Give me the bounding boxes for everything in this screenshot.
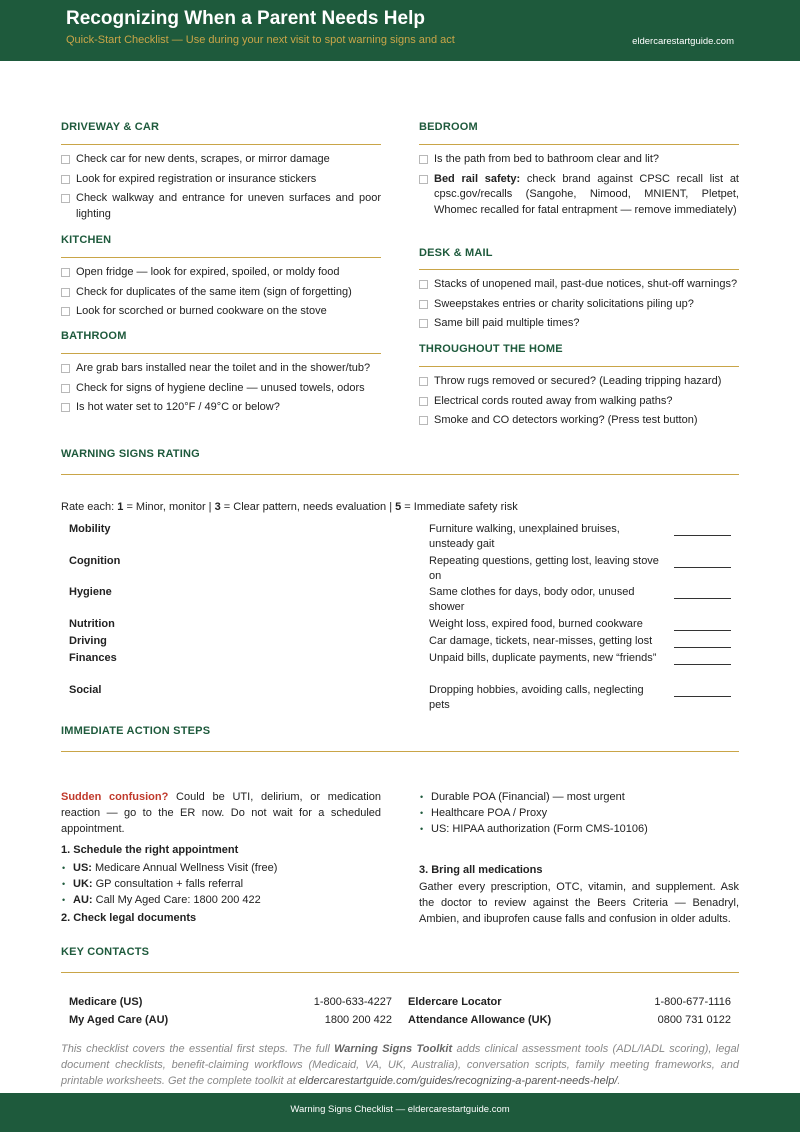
checklist-item-label: Throw rugs removed or secured? (Leading tripping hazard) — [434, 375, 722, 387]
medications-text: Gather every prescription, OTC, vitamin, and supplement. Ask the doctor to review against the Beers Criteria — Benadryl, Ambien, and ibuprofen cause falls and confusion in older adults. — [419, 881, 739, 925]
step-heading: 1. Schedule the right appointment — [61, 844, 239, 856]
list-item — [61, 860, 381, 876]
section-divider — [419, 144, 739, 145]
list-item — [419, 821, 739, 837]
rating-score-blank[interactable] — [674, 598, 731, 599]
note-text: This checklist covers the essential first steps. The full — [61, 1043, 335, 1055]
note-text: . — [617, 1075, 621, 1087]
bullet-icon: • — [420, 792, 424, 802]
contact-name: Attendance Allowance (UK) — [408, 1014, 552, 1026]
section-divider — [61, 474, 739, 475]
list-item — [419, 805, 739, 821]
bed-rail-label: Bed rail safety: — [434, 172, 521, 185]
list-item-text: Medicare Annual Wellness Visit (free) — [91, 862, 278, 874]
checkbox[interactable] — [61, 268, 70, 277]
checklist-item[interactable] — [61, 152, 381, 168]
bullet-icon: • — [62, 879, 66, 889]
rating-signs: Repeating questions, getting lost, leaving stove on — [429, 555, 659, 582]
contact-phone[interactable]: 1-800-633-4227 — [313, 996, 392, 1008]
checklist-item[interactable] — [419, 277, 739, 293]
checklist-item[interactable] — [419, 316, 739, 332]
checklist-item-label: Is hot water set to 120°F / 49°C or below? — [76, 401, 280, 413]
checklist-item-label: Check car for new dents, scrapes, or mirror damage — [76, 153, 330, 165]
list-item-text: Healthcare POA / Proxy — [431, 807, 548, 819]
section-divider — [61, 257, 381, 258]
list-item-text: US: HIPAA authorization (Form CMS-10106) — [431, 823, 648, 835]
contact-phone[interactable]: 1800 200 422 — [324, 1014, 392, 1026]
rating-legend — [61, 501, 518, 513]
checklist-item-label: Check for signs of hygiene decline — unused towels, odors — [76, 381, 365, 394]
checklist-item-label: Check for duplicates of the same item (sign of forgetting) — [76, 285, 352, 298]
checklist-item[interactable] — [61, 172, 381, 188]
checkbox[interactable] — [419, 416, 428, 425]
list-item — [61, 876, 381, 892]
alert-label: Sudden confusion? — [61, 791, 169, 803]
section-divider — [419, 269, 739, 270]
list-item-text: GP consultation + falls referral — [92, 878, 244, 890]
rating-signs: Car damage, tickets, near-misses, getting lost — [429, 635, 653, 647]
page-subtitle: Quick-Start Checklist — Use during your next visit to spot warning signs and act — [66, 34, 455, 46]
list-item — [61, 892, 381, 908]
bullet-icon: • — [62, 863, 66, 873]
checklist-item[interactable] — [419, 413, 739, 429]
rating-signs: Same clothes for days, body odor, unused shower — [429, 586, 635, 613]
bullet-icon: • — [420, 824, 424, 834]
region-label: UK: — [73, 878, 93, 890]
checklist-item-label: Electrical cords routed away from walking paths? — [434, 394, 673, 407]
section-divider — [419, 366, 739, 367]
legal-documents-list — [419, 789, 739, 837]
checkbox[interactable] — [61, 155, 70, 164]
step-heading: 2. Check legal documents — [61, 912, 197, 924]
checklist-item-label: Check walkway and entrance for uneven surfaces and poor lighting — [76, 192, 381, 220]
checklist-item[interactable] — [61, 361, 381, 377]
home-checklist — [419, 374, 739, 433]
checkbox[interactable] — [61, 194, 70, 203]
rating-category: Mobility — [69, 523, 111, 535]
rating-score-blank[interactable] — [674, 535, 731, 536]
rating-signs: Unpaid bills, duplicate payments, new “friends” — [429, 652, 657, 664]
checklist-item[interactable] — [61, 191, 381, 222]
region-label: AU: — [73, 894, 93, 906]
checkbox[interactable] — [61, 364, 70, 373]
rating-level-1: 1 — [117, 501, 124, 513]
rating-signs: Furniture walking, unexplained bruises, unsteady gait — [429, 523, 620, 550]
header-site-link[interactable]: eldercarestartguide.com — [632, 36, 734, 47]
rating-level-3: 3 — [214, 501, 221, 513]
section-divider — [61, 751, 739, 752]
bedroom-checklist — [419, 152, 739, 222]
list-item-text: Durable POA (Financial) — most urgent — [431, 791, 625, 803]
checklist-item[interactable] — [61, 304, 381, 320]
checklist-item[interactable] — [61, 265, 381, 281]
alert-text: Could be UTI, delirium, or medication reaction — go to the ER now. Do not wait for a scheduled appointment. — [61, 791, 381, 835]
rating-score-blank[interactable] — [674, 664, 731, 665]
checkbox[interactable] — [419, 155, 428, 164]
checkbox[interactable] — [419, 300, 428, 309]
rating-category: Hygiene — [69, 586, 112, 598]
checklist-item[interactable] — [419, 297, 739, 313]
checkbox[interactable] — [61, 384, 70, 393]
rating-signs: Dropping hobbies, avoiding calls, neglecting pets — [429, 684, 644, 711]
bed-rail-text: check brand against CPSC recall list at cpsc.gov/recalls (Sangohe, Nimood, MNIENT, Pletpet, Whomec recalled for fatal entrapment — remove immediately) — [434, 172, 739, 216]
contact-phone[interactable]: 0800 731 0122 — [657, 1014, 731, 1026]
checklist-item-label: Look for scorched or burned cookware on the stove — [76, 305, 327, 317]
desk-checklist — [419, 277, 739, 336]
section-title-driveway: DRIVEWAY & CAR — [61, 121, 160, 133]
checklist-item[interactable] — [61, 285, 381, 301]
checkbox[interactable] — [419, 377, 428, 386]
checkbox[interactable] — [419, 280, 428, 289]
checklist-item-label: Are grab bars installed near the toilet and in the shower/tub? — [76, 362, 371, 374]
checklist-item-label: Stacks of unopened mail, past-due notices, shut-off warnings? — [434, 278, 738, 290]
checkbox[interactable] — [61, 288, 70, 297]
bullet-icon: • — [420, 808, 424, 818]
checkbox[interactable] — [61, 403, 70, 412]
note-text: adds clinical assessment tools (ADL/IADL scoring), legal document checklists, benefit-claiming workflows (Medicaid, VA, UK, Australia), conversation scripts, family meeting frameworks, and printable worksheets. Get the complete toolkit at — [61, 1043, 740, 1087]
checkbox[interactable] — [419, 397, 428, 406]
appointment-list — [61, 860, 381, 908]
section-title-rating: WARNING SIGNS RATING — [61, 448, 200, 460]
checklist-item-label: Smoke and CO detectors working? (Press test button) — [434, 414, 698, 426]
checklist-item[interactable] — [419, 172, 739, 219]
checkbox[interactable] — [419, 175, 428, 184]
checklist-item-label: Look for expired registration or insurance stickers — [76, 172, 317, 185]
rating-category: Social — [69, 684, 102, 696]
rating-legend-prefix: Rate each: — [61, 501, 118, 513]
rating-score-blank[interactable] — [674, 647, 731, 648]
rating-score-blank[interactable] — [674, 630, 731, 631]
page-header — [0, 0, 800, 61]
contact-name: My Aged Care (AU) — [69, 1014, 169, 1026]
region-label: US: — [73, 862, 92, 874]
rating-category: Nutrition — [69, 618, 115, 630]
section-divider — [61, 144, 381, 145]
rating-category: Finances — [69, 652, 117, 664]
page-footer — [0, 1093, 800, 1132]
rating-level-5: 5 — [395, 501, 402, 513]
checkbox[interactable] — [61, 307, 70, 316]
driveway-checklist — [61, 152, 381, 226]
list-item — [419, 789, 739, 805]
checklist-item[interactable] — [419, 394, 739, 410]
step-heading: 3. Bring all medications — [419, 864, 543, 876]
section-divider — [61, 972, 739, 973]
checklist-item[interactable] — [61, 400, 381, 416]
section-title-kitchen: KITCHEN — [61, 234, 112, 246]
checklist-item[interactable] — [419, 374, 739, 390]
toolkit-note — [61, 1041, 739, 1089]
checklist-item[interactable] — [419, 152, 739, 168]
list-item-text: Call My Aged Care: 1800 200 422 — [92, 894, 261, 906]
checkbox[interactable] — [419, 319, 428, 328]
contact-name: Medicare (US) — [69, 996, 143, 1008]
checkbox[interactable] — [61, 175, 70, 184]
section-title-desk: DESK & MAIL — [419, 247, 493, 259]
toolkit-name: Warning Signs Toolkit — [334, 1043, 453, 1055]
kitchen-checklist — [61, 265, 381, 324]
section-divider — [61, 353, 381, 354]
section-title-contacts: KEY CONTACTS — [61, 946, 150, 958]
rating-score-blank[interactable] — [674, 567, 731, 568]
page-title: Recognizing When a Parent Needs Help — [66, 8, 425, 29]
section-title-bedroom: BEDROOM — [419, 121, 478, 133]
bullet-icon: • — [62, 895, 66, 905]
section-title-home: THROUGHOUT THE HOME — [419, 343, 563, 355]
rating-level-5-text: = Immediate safety risk — [401, 501, 518, 513]
rating-signs: Weight loss, expired food, burned cookware — [429, 618, 643, 630]
sudden-confusion-alert — [61, 789, 381, 837]
checklist-item-label: Is the path from bed to bathroom clear and lit? — [434, 153, 660, 165]
section-title-bathroom: BATHROOM — [61, 330, 127, 342]
footer-text: Warning Signs Checklist — eldercarestartguide.com — [290, 1104, 510, 1115]
rating-category: Driving — [69, 635, 107, 647]
rating-score-blank[interactable] — [674, 696, 731, 697]
checklist-item[interactable] — [61, 381, 381, 397]
rating-level-3-text: = Clear pattern, needs evaluation | — [220, 501, 396, 513]
contact-phone[interactable]: 1-800-677-1116 — [654, 996, 731, 1008]
checklist-item-label: Open fridge — look for expired, spoiled, or moldy food — [76, 266, 340, 278]
rating-level-1-text: = Minor, monitor | — [123, 501, 215, 513]
section-title-actions: IMMEDIATE ACTION STEPS — [61, 725, 211, 737]
checklist-item-label: Sweepstakes entries or charity solicitations piling up? — [434, 297, 694, 310]
checklist-item-label: Same bill paid multiple times? — [434, 317, 580, 329]
toolkit-link[interactable]: eldercarestartguide.com/guides/recognizing-a-parent-needs-help/ — [298, 1075, 618, 1087]
rating-category: Cognition — [69, 555, 121, 567]
contact-name: Eldercare Locator — [408, 996, 502, 1008]
bathroom-checklist — [61, 361, 381, 420]
